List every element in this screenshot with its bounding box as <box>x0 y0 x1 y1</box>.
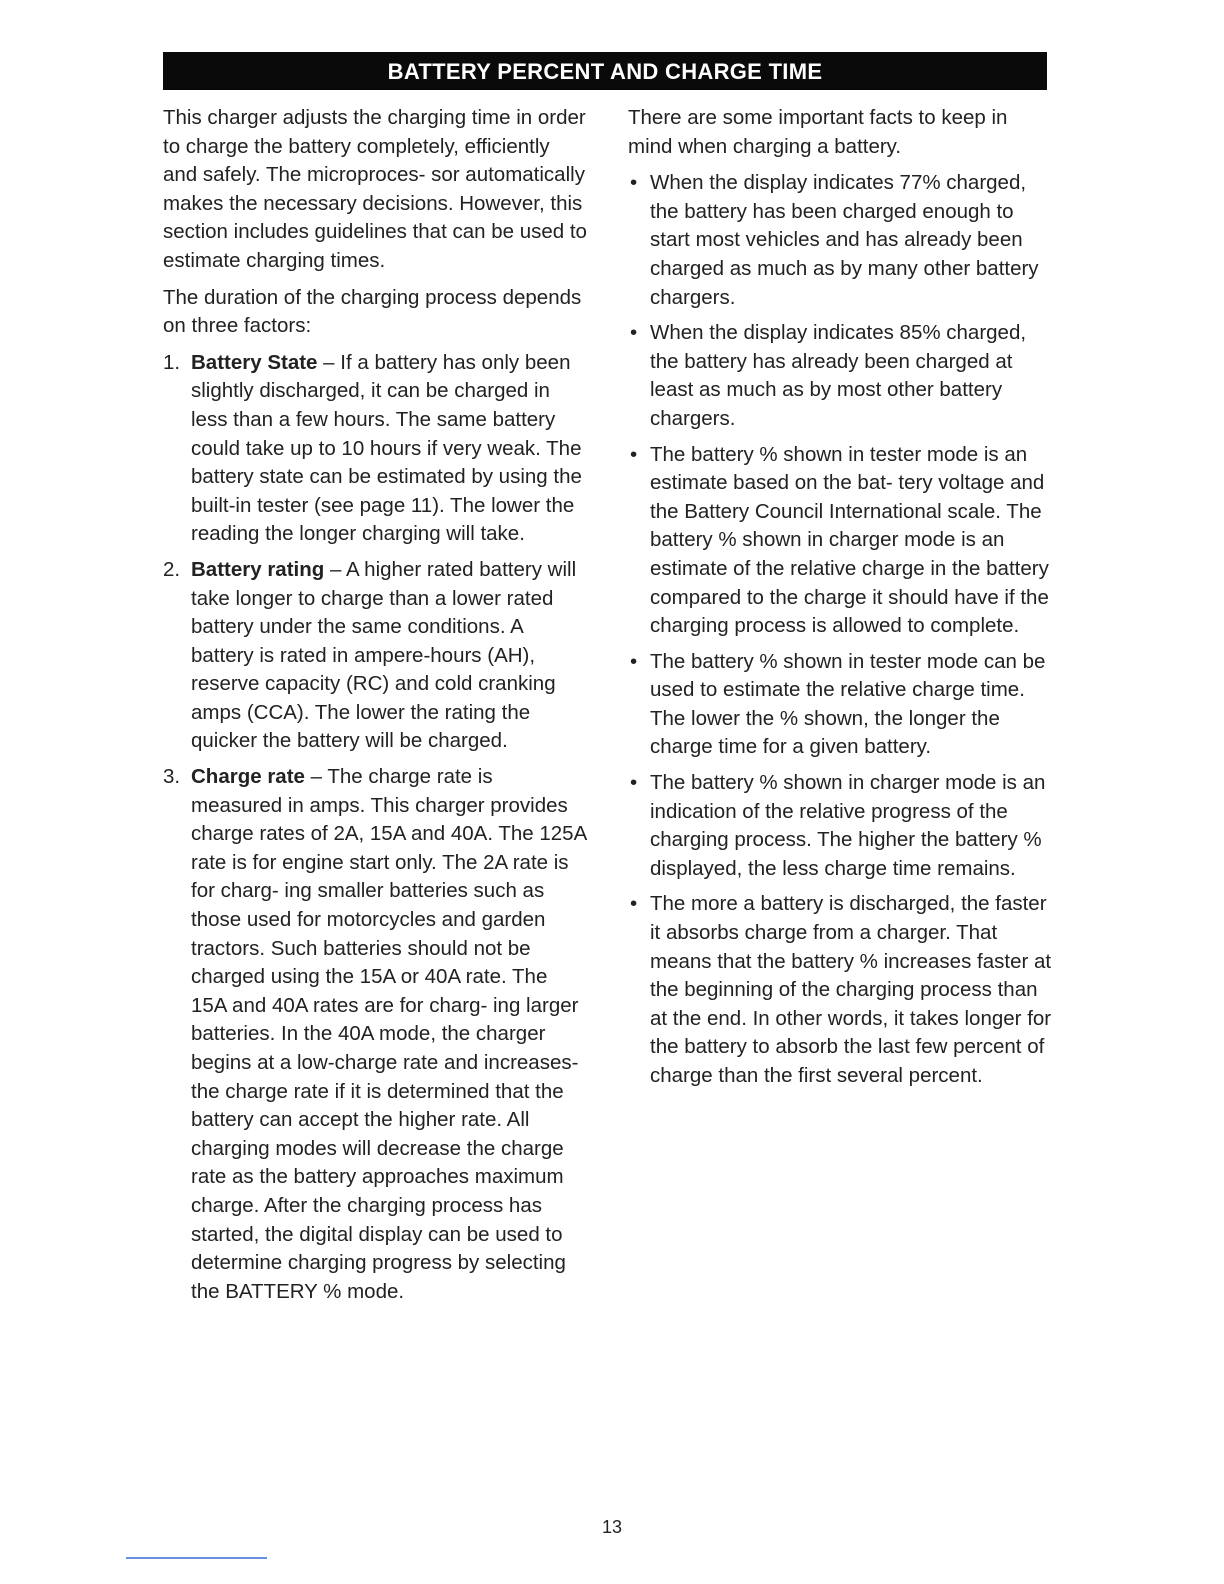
fact-text: The battery % shown in tester mode is an estimate based on the bat- tery voltage and the Battery Council International scale. The battery % shown in charger mode is an estimate of the relative charge in the battery compared to the charge it should have if the charging process is allowed to complete. <box>650 442 1049 638</box>
factor-number: 1. <box>163 350 181 374</box>
page-number: 13 <box>601 1517 623 1537</box>
bullet-icon: • <box>630 892 638 916</box>
fact-item <box>628 169 1053 312</box>
bullet-icon: • <box>630 171 638 195</box>
section-header <box>163 52 1047 90</box>
factor-item <box>163 763 588 1306</box>
right-column <box>628 104 1053 1098</box>
bullet-icon: • <box>630 771 638 795</box>
bullet-icon: • <box>630 442 638 466</box>
fact-item <box>628 648 1053 762</box>
fact-text: When the display indicates 85% charged, the battery has already been charged at least as much as by most other battery chargers. <box>650 321 1027 430</box>
fact-text: When the display indicates 77% charged, the battery has been charged enough to start most vehicles and has already been charged as much as by many other battery chargers. <box>650 171 1039 309</box>
fact-item <box>628 769 1053 883</box>
fact-text: The battery % shown in tester mode can be used to estimate the relative charge time. The lower the % shown, the longer the charge time for a given battery. <box>650 649 1046 759</box>
bullet-icon: • <box>630 321 638 345</box>
factor-text: – The charge rate is measured in amps. This charger provides charge rates of 2A, 15A and 40A. The 125A rate is for engine start only. The 2A rate is for charg- ing smaller batteries such as those used for motorcycles and garden tractors. Such batteries should not be charged using the 15A or 40A rate. The 15A and 40A rates are for charg- ing larger batteries. In the 40A mode, the charger begins at a low-charge rate and increases-the charge rate if it is determined that the battery can accept the higher rate. All charging modes will decrease the charge rate as the battery approaches maximum charge. After the charging process has started, the digital display can be used to determine charging progress by selecting the BATTERY % mode. <box>191 765 587 1303</box>
fact-item <box>628 441 1053 641</box>
bullet-icon: • <box>630 649 638 673</box>
fact-text: The battery % shown in charger mode is an indication of the relative progress of the charging process. The higher the battery % displayed, the less charge time remains. <box>650 771 1046 880</box>
section-title: BATTERY PERCENT AND CHARGE TIME <box>387 59 823 84</box>
left-column <box>163 104 588 1313</box>
factor-title: Battery State <box>191 350 318 374</box>
fact-item <box>628 319 1053 433</box>
factor-text: – If a battery has only been slightly discharged, it can be charged in less than a few hours. The same battery could take up to 10 hours if very weak. The battery state can be estimated by using the built-in tester (see page 11). The lower the reading the longer charging will take. <box>191 350 582 546</box>
factor-title: Battery rating <box>191 557 325 581</box>
factor-title: Charge rate <box>191 765 305 789</box>
factor-text: – A higher rated battery will take longer to charge than a lower rated battery under the same conditions. A battery is rated in ampere-hours (AH), reserve capacity (RC) and cold cranking amps (CCA). The lower the rating the quicker the battery will be charged. <box>191 557 577 753</box>
fact-text: The more a battery is discharged, the faster it absorbs charge from a charger. That means that the battery % increases faster at the beginning of the charging process than at the end. In other words, it takes longer for the battery to absorb the last few percent of charge than the first several percent. <box>650 892 1052 1087</box>
facts-list <box>628 169 1053 1090</box>
factor-item <box>163 349 588 549</box>
duration-paragraph: The duration of the charging process depends on three factors: <box>163 285 582 338</box>
factor-number: 2. <box>163 557 181 581</box>
fact-item <box>628 890 1053 1090</box>
intro-paragraph: This charger adjusts the charging time in order to charge the battery completely, efficiently and safely. The microproces- sor automatically makes the necessary decisions. However, this section includes guidelines that can be used to estimate charging times. <box>163 106 587 272</box>
factor-number: 3. <box>163 765 181 789</box>
facts-intro: There are some important facts to keep in mind when charging a battery. <box>628 106 1008 158</box>
corner-rule <box>126 1557 267 1559</box>
factor-item <box>163 556 588 756</box>
